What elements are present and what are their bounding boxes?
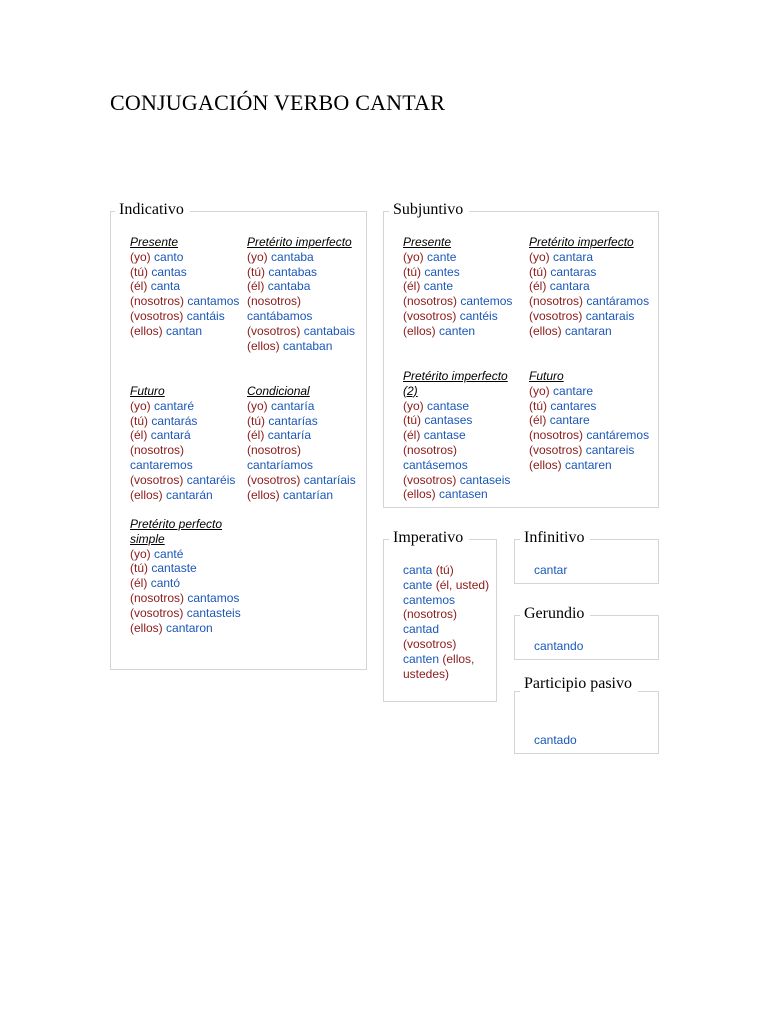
verb-form: cantará <box>150 428 191 443</box>
verb-form: cantad <box>403 622 440 637</box>
verb-form: cantaseis <box>459 472 511 487</box>
subjuntivo-presente <box>403 235 525 339</box>
verb-form: cantara <box>553 249 594 264</box>
conj-row <box>529 443 657 458</box>
conj-row <box>529 309 657 324</box>
pronoun-label: (ellos) <box>403 323 436 338</box>
pronoun-label: (vosotros) <box>403 472 457 487</box>
pronoun-label: (yo) <box>529 383 550 398</box>
conj-row <box>403 428 525 443</box>
verb-form: cantase <box>427 398 470 413</box>
pronoun-label: (nosotros) <box>403 607 458 622</box>
pronoun-label: (él) <box>247 428 265 443</box>
gerundio-legend: Gerundio <box>520 605 590 623</box>
tense-heading: Pretérito imperfecto <box>247 235 352 249</box>
verb-form: cantaríamos <box>247 457 314 472</box>
conj-row <box>247 265 365 280</box>
conj-row <box>403 563 491 578</box>
conj-row <box>130 621 242 636</box>
conj-row <box>130 265 242 280</box>
tense-heading: Presente <box>130 235 179 249</box>
verb-form: cantarán <box>166 487 213 502</box>
verb-form: cante <box>423 279 454 294</box>
conj-row <box>130 576 242 591</box>
pronoun-label: (nosotros) <box>247 443 302 458</box>
pronoun-label: (vosotros) <box>529 442 583 457</box>
pronoun-label: (nosotros) <box>529 294 584 309</box>
tense-heading: Pretérito imperfecto <box>529 235 634 249</box>
conj-row <box>247 324 365 339</box>
conj-row <box>529 265 657 280</box>
conj-row <box>247 250 365 265</box>
pronoun-label: (ellos) <box>529 323 562 338</box>
pronoun-label: (él) <box>130 279 148 294</box>
verb-form: cantaren <box>565 457 612 472</box>
conj-row <box>403 443 525 473</box>
conj-row <box>247 488 357 503</box>
conj-row <box>130 309 242 324</box>
verb-form: cantaré <box>154 398 195 413</box>
conj-row <box>529 458 657 473</box>
pronoun-label: (él) <box>403 428 421 443</box>
pronoun-label: (nosotros) <box>130 590 185 605</box>
conj-row <box>130 443 246 473</box>
conj-row <box>247 428 357 443</box>
verb-form: cantarías <box>268 413 318 428</box>
verb-form: cantares <box>550 398 597 413</box>
conj-row <box>529 294 657 309</box>
verb-form: cantaría <box>267 428 312 443</box>
verb-form: cantaras <box>550 264 597 279</box>
verb-form: cantéis <box>459 308 498 323</box>
verb-form: canta <box>403 563 433 577</box>
pronoun-label: (nosotros) <box>130 294 185 309</box>
imperativo-legend: Imperativo <box>389 529 469 547</box>
conj-row <box>130 428 246 443</box>
pronoun-label: (nosotros) <box>130 443 185 458</box>
pronoun-label: (tú) <box>247 264 265 279</box>
verb-form: cantó <box>150 576 181 591</box>
verb-form: cantamos <box>187 590 240 605</box>
pronoun-label: (ellos) <box>130 620 163 635</box>
verb-form: cantábamos <box>247 308 313 323</box>
pronoun-label: (él) <box>130 576 148 591</box>
verb-form: cantaba <box>267 279 311 294</box>
conj-row <box>247 294 365 324</box>
verb-form: cante <box>427 249 457 264</box>
pronoun-label: (tú) <box>130 413 148 428</box>
verb-form: canto <box>154 249 184 264</box>
verb-form: cantaréis <box>186 472 236 487</box>
conj-row <box>403 309 525 324</box>
pronoun-label: (ellos) <box>130 487 163 502</box>
verb-form: cantáis <box>186 308 225 323</box>
pronoun-label: (nosotros) <box>403 442 458 457</box>
tense-heading: Pretérito perfecto <box>130 517 223 531</box>
pronoun-label: (yo) <box>403 249 424 264</box>
verb-form: cantan <box>166 323 203 338</box>
conj-row <box>403 593 491 623</box>
pronoun-label: (vosotros) <box>130 605 184 620</box>
conj-row <box>529 428 657 443</box>
verb-form: cantareis <box>585 442 635 457</box>
verb-form: cantase <box>423 428 466 443</box>
pronoun-label: (ellos) <box>130 323 163 338</box>
conj-row <box>403 487 525 502</box>
conj-row <box>247 339 365 354</box>
conj-row <box>247 399 357 414</box>
conj-row <box>130 414 246 429</box>
conj-row <box>247 443 357 473</box>
conj-row <box>529 279 657 294</box>
verb-form: cantemos <box>403 592 456 607</box>
verb-form: cantaríais <box>303 472 356 487</box>
conj-row <box>403 652 491 682</box>
tense-heading: Presente <box>403 235 452 249</box>
pronoun-label: (yo) <box>247 398 268 413</box>
conj-row <box>403 578 491 593</box>
conj-row <box>247 414 357 429</box>
conj-row <box>529 399 657 414</box>
pronoun-label: (vosotros) <box>403 636 457 651</box>
verb-form: cantaba <box>271 249 314 264</box>
subjuntivo-futuro <box>529 369 657 473</box>
pronoun-label: (vosotros) <box>247 472 301 487</box>
subjuntivo-preterito-imperfecto-2 <box>403 369 525 502</box>
conj-row <box>130 488 246 503</box>
verb-form: cantas <box>151 264 187 279</box>
verb-form: cantasen <box>439 487 488 502</box>
pronoun-label: (ellos) <box>247 338 280 353</box>
verb-form: cantaremos <box>130 457 193 472</box>
indicativo-preterito-imperfecto <box>247 235 365 353</box>
pronoun-label: (tú) <box>130 561 148 576</box>
pronoun-label: (él) <box>529 413 547 428</box>
conj-row <box>403 324 525 339</box>
imperativo-list <box>403 563 491 681</box>
conj-row <box>403 399 525 414</box>
conj-row <box>529 250 657 265</box>
conj-row <box>130 324 242 339</box>
indicativo-futuro <box>130 384 246 502</box>
conj-row <box>529 384 657 399</box>
verb-form: cantaron <box>166 620 213 635</box>
subjuntivo-legend: Subjuntivo <box>389 201 469 219</box>
verb-form: cantamos <box>187 294 240 309</box>
pronoun-label: (él) <box>403 279 421 294</box>
pronoun-label: (yo) <box>247 249 268 264</box>
verb-form: cantare <box>549 413 590 428</box>
verb-form: cantaste <box>151 561 197 576</box>
conj-row <box>130 250 242 265</box>
verb-form: cantasteis <box>186 605 241 620</box>
pronoun-label: (ellos) <box>529 457 562 472</box>
conj-row <box>403 279 525 294</box>
indicativo-legend: Indicativo <box>115 201 190 219</box>
participio-value: cantado <box>534 733 577 747</box>
pronoun-label: (vosotros) <box>247 323 301 338</box>
pronoun-label: (él) <box>130 428 148 443</box>
verb-form: cantases <box>424 413 473 428</box>
pronoun-label: (él) <box>529 279 547 294</box>
verb-form: cante <box>403 577 433 592</box>
conj-row <box>247 279 365 294</box>
verb-form: cantarais <box>585 308 635 323</box>
conj-row <box>130 606 242 621</box>
pronoun-label: (vosotros) <box>403 308 457 323</box>
verb-form: cantarás <box>151 413 198 428</box>
tense-heading: Pretérito imperfecto <box>403 369 508 383</box>
pronoun-label: (tú) <box>435 563 454 577</box>
pronoun-label: (nosotros) <box>529 428 584 443</box>
verb-form: cantes <box>424 264 460 279</box>
pronoun-label: (yo) <box>403 398 424 413</box>
pronoun-label: (tú) <box>403 264 421 279</box>
tense-heading-cont: simple <box>130 531 165 546</box>
conj-row <box>130 399 246 414</box>
pronoun-label: (tú) <box>247 413 265 428</box>
verb-form: cantare <box>553 383 594 398</box>
verb-form: cantásemos <box>403 457 468 472</box>
conj-row <box>403 473 525 488</box>
pronoun-label: (él, usted) <box>435 577 490 592</box>
verb-form: cantemos <box>460 294 513 309</box>
pronoun-label: (yo) <box>130 398 151 413</box>
conj-row <box>130 591 242 606</box>
infinitivo-legend: Infinitivo <box>520 529 590 547</box>
conj-row <box>403 622 491 652</box>
pronoun-label: (tú) <box>529 264 547 279</box>
conj-row <box>403 294 525 309</box>
infinitivo-value: cantar <box>534 563 568 577</box>
tense-heading: Futuro <box>529 369 564 383</box>
indicativo-condicional <box>247 384 357 502</box>
verb-form: canté <box>154 546 184 561</box>
tense-heading: Futuro <box>130 384 165 398</box>
verb-form: cantabais <box>303 323 356 338</box>
pronoun-label: (nosotros) <box>247 294 302 309</box>
pronoun-label: (ellos, ustedes) <box>403 651 475 681</box>
pronoun-label: (yo) <box>529 249 550 264</box>
conj-row <box>529 324 657 339</box>
conj-row <box>130 561 242 576</box>
conj-row <box>130 279 242 294</box>
participio-legend: Participio pasivo <box>520 675 638 693</box>
pronoun-label: (vosotros) <box>130 472 184 487</box>
tense-heading-cont: (2) <box>403 383 418 398</box>
pronoun-label: (vosotros) <box>130 308 184 323</box>
pronoun-label: (vosotros) <box>529 308 583 323</box>
verb-form: cantáremos <box>586 428 650 443</box>
subjuntivo-preterito-imperfecto <box>529 235 657 339</box>
verb-form: cantara <box>549 279 590 294</box>
tense-heading: Condicional <box>247 384 310 398</box>
verb-form: canten <box>439 323 476 338</box>
pronoun-label: (yo) <box>130 546 151 561</box>
verb-form: cantaban <box>283 338 333 353</box>
conj-row <box>403 250 525 265</box>
conj-row <box>130 294 242 309</box>
verb-form: cantaría <box>271 398 315 413</box>
conj-row <box>130 473 246 488</box>
conj-row <box>529 413 657 428</box>
pronoun-label: (tú) <box>130 264 148 279</box>
verb-form: cantabas <box>268 264 318 279</box>
pronoun-label: (tú) <box>403 413 421 428</box>
pronoun-label: (él) <box>247 279 265 294</box>
conj-row <box>403 265 525 280</box>
indicativo-preterito-perfecto-simple <box>130 517 242 635</box>
conj-row <box>130 547 242 562</box>
pronoun-label: (tú) <box>529 398 547 413</box>
verb-form: cantarían <box>283 487 334 502</box>
pronoun-label: (yo) <box>130 249 151 264</box>
conj-row <box>247 473 357 488</box>
indicativo-presente <box>130 235 242 339</box>
pronoun-label: (ellos) <box>247 487 280 502</box>
verb-form: cantaran <box>565 323 612 338</box>
verb-form: cantáramos <box>586 294 650 309</box>
verb-form: canten <box>403 651 440 666</box>
conj-row <box>403 413 525 428</box>
pronoun-label: (nosotros) <box>403 294 458 309</box>
page-title: CONJUGACIÓN VERBO CANTAR <box>110 90 446 115</box>
verb-form: canta <box>150 279 181 294</box>
gerundio-value: cantando <box>534 639 584 653</box>
pronoun-label: (ellos) <box>403 487 436 502</box>
